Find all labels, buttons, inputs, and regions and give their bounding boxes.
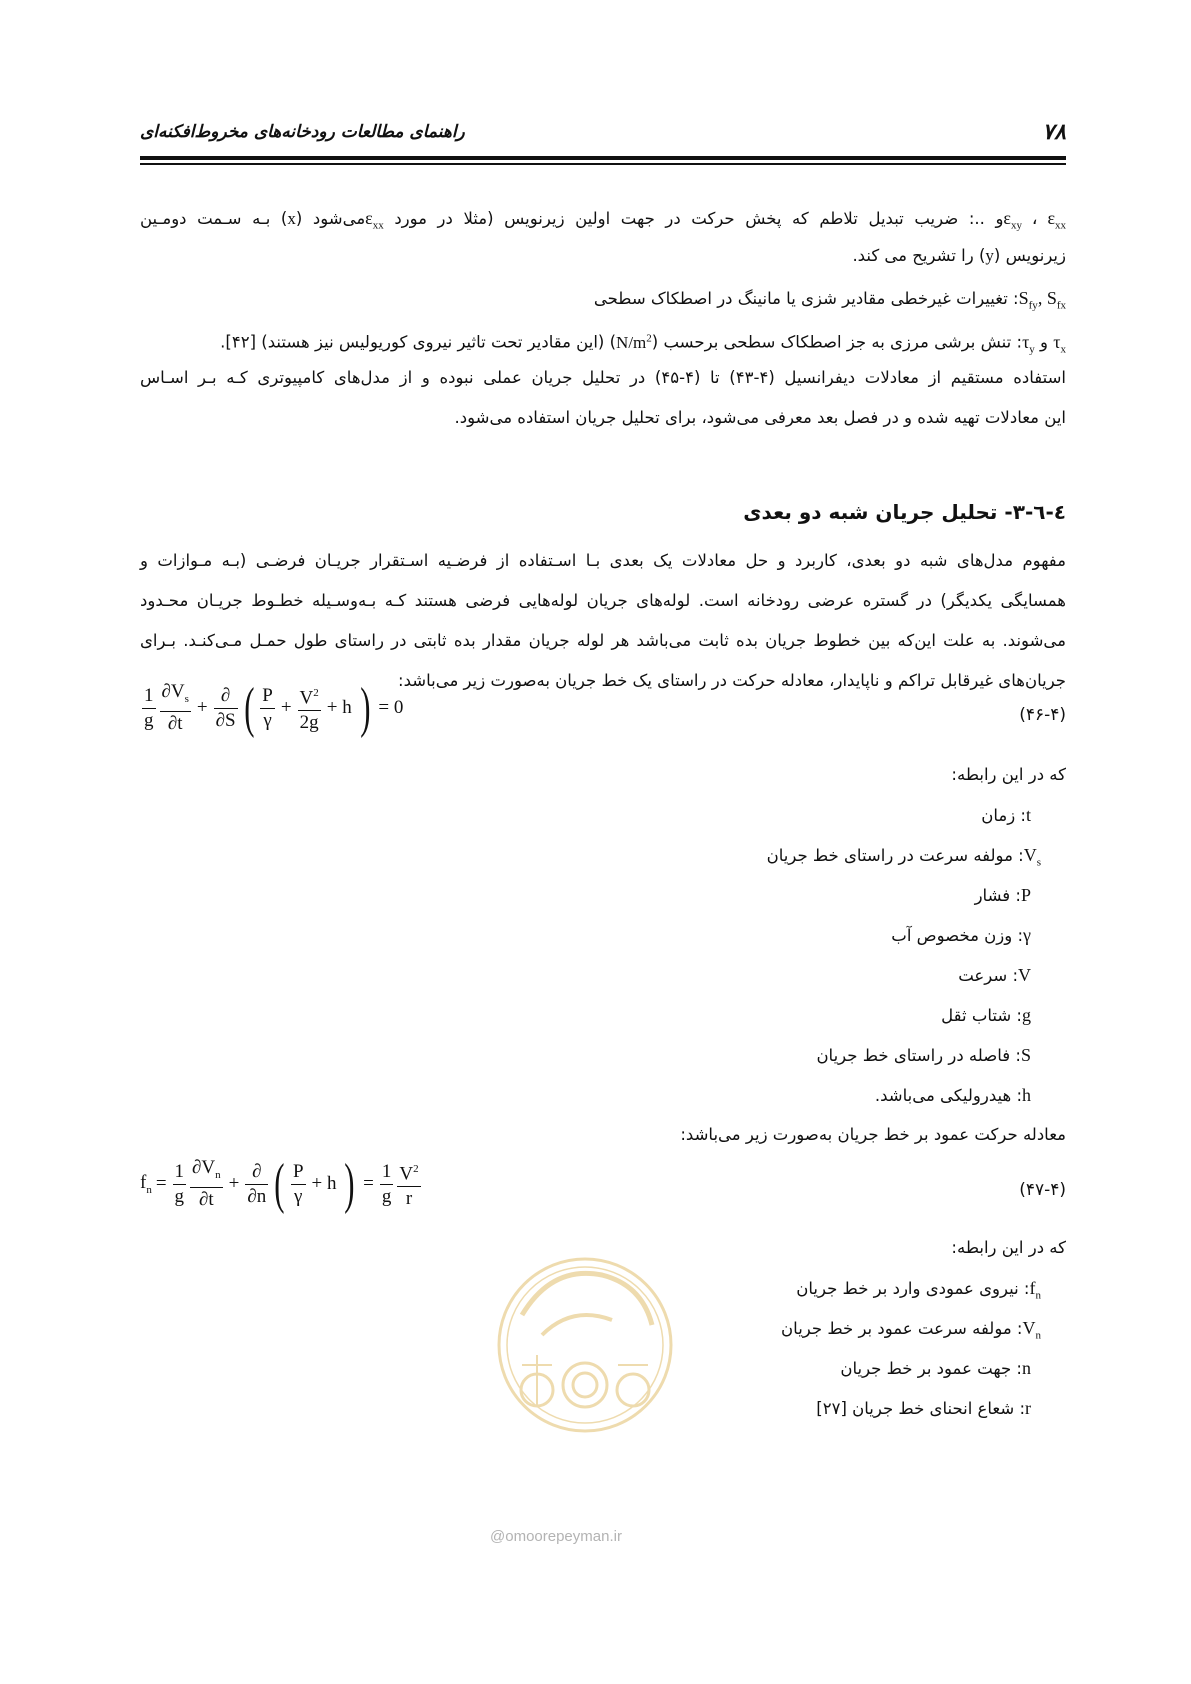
para2-line2: همسایگی یکدیگر) در گستره عرضی رودخانه است. لوله‌های جریان لوله‌هایی فرضی هستند کـه بـه‌وسـیله خطـوط جریـان محـدود [140, 591, 1066, 610]
para1-line6: این معادلات تهیه شده و در فصل بعد معرفی می‌شود، برای تحلیل جریان استفاده می‌شود. [454, 408, 1066, 427]
def47-n: n: جهت عمود بر خط جریان [840, 1358, 1031, 1378]
para1-line3: $S_{fy}$, $S_{fx}$: تغییرات غیرخطی مقادیر شزی یا مانینگ در اصطکاک سطحی [593, 288, 1066, 312]
defs46-outro: معادله حرکت عمود بر خط جریان به‌صورت زیر می‌باشد: [680, 1125, 1066, 1144]
equation-46: $\frac{1}{g}$ $\frac{\partial V_s}{\partial t}$ + $\frac{\partial}{\partial S}$ ( $\frac{P}{\gamma}$ + $\frac{V^2}{2g}$ + h ) = 0 [144, 677, 404, 739]
para2-line4: جریان‌های غیرقابل تراکم و ناپایدار، معادله حرکت در راستای یک خط جریان به‌صورت زیر می‌باشد: [398, 671, 1066, 690]
def46-vs: $V_s$: مولفه سرعت در راستای خط جریان [766, 845, 1041, 869]
para2-line3: می‌شوند. به علت این‌که بین خطوط جریان بده ثابت می‌باشد هر لوله جریان مقدار بده ثابتی در راستای طول حمـل مـی‌کنـد. بـرای [140, 631, 1066, 650]
def46-s: S: فاصله در راستای خط جریان [816, 1045, 1031, 1065]
para1-line5: استفاده مستقیم از معادلات دیفرانسیل (۴-۴۳) تا (۴-۴۵) در تحلیل جریان عملی نبوده و از مدل‌های کامپیوتری کـه بـر اسـاس [140, 368, 1067, 387]
book-title: راهنمای مطالعات رودخانه‌های مخروط‌افکنه‌ای [140, 122, 465, 142]
def46-g: g: شتاب ثقل [941, 1005, 1031, 1025]
def46-p: P: فشار [974, 885, 1031, 905]
equation-47: $f_n$ = $\frac{1}{g}$ $\frac{\partial V_n}{\partial t}$ + $\frac{\partial}{\partial n}$ ( $\frac{P}{\gamma}$ + h ) = $\frac{1}{g}$ $\frac{V^2}{r}$ [140, 1153, 419, 1215]
defs46-intro: که در این رابطه: [951, 765, 1066, 784]
def47-r: r: شعاع انحنای خط جریان [۲۷] [816, 1398, 1031, 1418]
watermark-logo-icon [492, 1245, 678, 1445]
equation-47-number: (۴۷-۴) [1019, 1180, 1066, 1200]
equation-46-number: (۴۶-۴) [1019, 705, 1066, 725]
def47-fn: $f_n$: نیروی عمودی وارد بر خط جریان [796, 1278, 1041, 1302]
para1-line1: $\varepsilon_{xy}$ ، $\varepsilon_{xx}و$ ..: ضریب تبدیل تلاطم که پخش حرکت در جهت اولین زیرنویس (مثلا در مورد $\varepsilon_{xx}می‌شود$ (x) بـه سـمت دومـین [140, 208, 1066, 232]
page-header [140, 112, 1066, 152]
def46-t: t: زمان [981, 805, 1031, 825]
header-rule-thin [140, 163, 1066, 165]
def47-vn: $V_n$: مولفه سرعت عمود بر خط جریان [781, 1318, 1041, 1342]
def46-gamma: γ: وزن مخصوص آب [891, 925, 1031, 945]
def46-v: V: سرعت [958, 965, 1031, 985]
section-heading: ٤-٦-۳- تحلیل جریان شبه دو بعدی [743, 500, 1066, 524]
para1-line4: $\tau_x$ و $\tau_y$: تنش برشی مرزی به جز اصطکاک سطحی برحسب $(N/m^2)$ (این مقادیر تحت تاثیر نیروی کوریولیس نیز هستند) [۴۲]. [220, 331, 1066, 356]
header-rule-thick [140, 156, 1066, 160]
page-number: ۷۸ [1042, 120, 1066, 145]
para2-line1: مفهوم مدل‌های شبه دو بعدی، کاربرد و حل معادلات یک بعدی بـا اسـتفاده از فرضـیه اسـتقرار جریـان فرضـی (بـه مـوازات و [140, 551, 1066, 570]
watermark-site: @omoorepeyman.ir [490, 1528, 622, 1545]
defs47-intro: که در این رابطه: [951, 1238, 1066, 1257]
def46-h: h: هیدرولیکی می‌باشد. [874, 1085, 1031, 1105]
para1-line2: زیرنویس (y) را تشریح می کند. [852, 246, 1066, 265]
